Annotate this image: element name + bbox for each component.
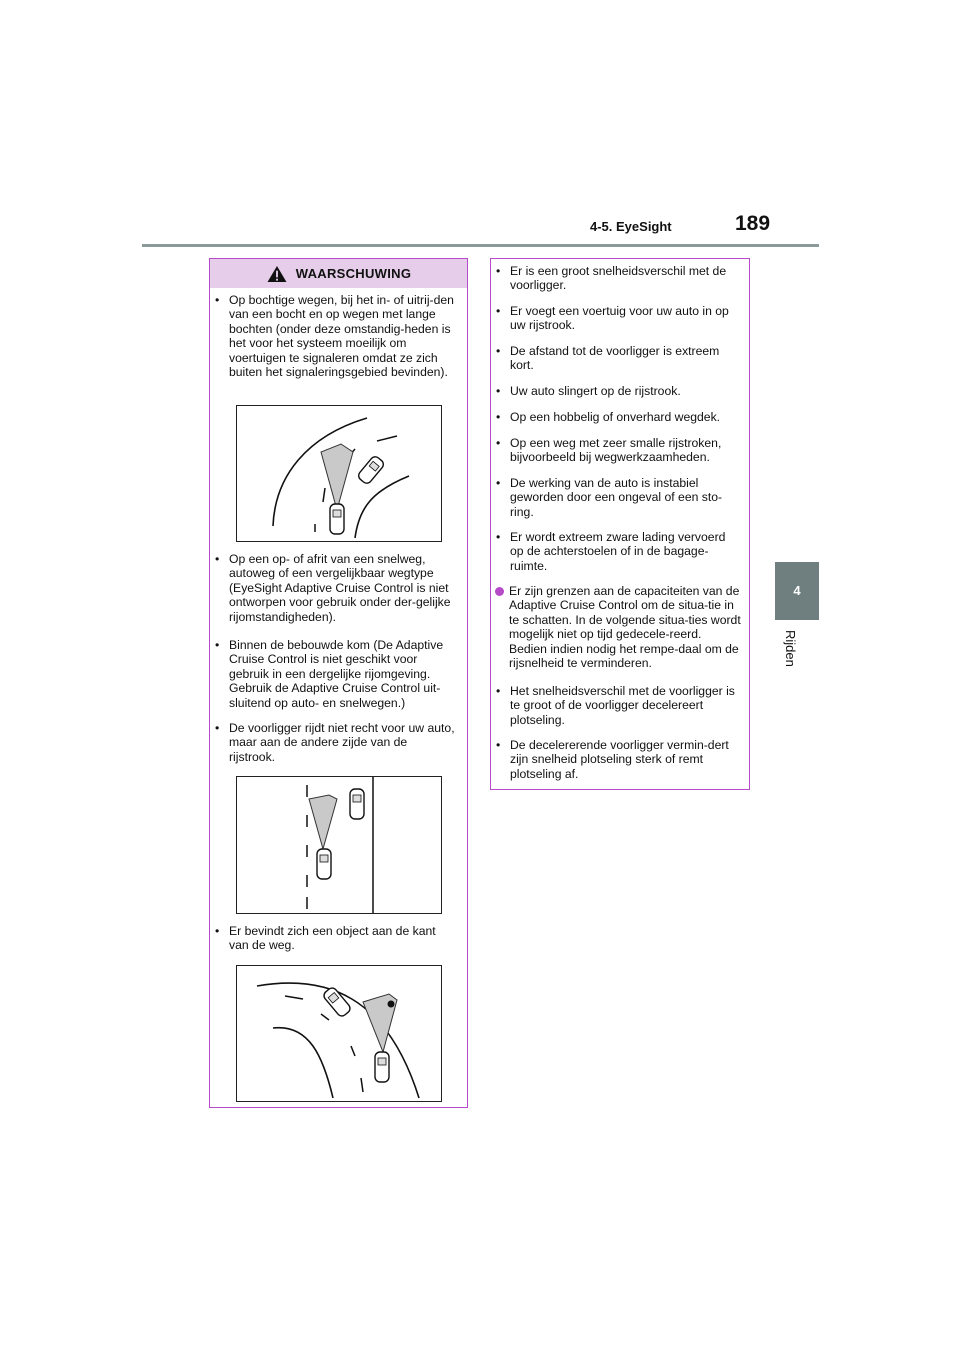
list-item: • Op een weg met zeer smalle rijstroken, bijvoorbeeld bij wegwerkzaamheden. [496, 436, 722, 465]
list-item: • Er voegt een voertuig voor uw auto in op uw rijstrook. [496, 304, 729, 333]
chapter-title: Rijden [783, 630, 798, 667]
note-bullet-icon [495, 587, 504, 596]
bullet: • [496, 530, 501, 544]
bullet: • [215, 924, 220, 938]
bullet: • [215, 638, 220, 652]
list-item: • Er is een groot snelheidsverschil met de voorligger. [496, 264, 727, 293]
figure-roadside-object [236, 965, 442, 1102]
bullet: • [496, 436, 501, 450]
list-item: • De werking van de auto is instabiel geworden door een ongeval of een sto-ring. [496, 476, 723, 519]
bullet: • [496, 384, 501, 398]
section-label: 4-5. EyeSight [590, 219, 672, 234]
figure-curved-road [236, 405, 442, 542]
page-number: 189 [735, 212, 771, 235]
warning-item: • Op een op- of afrit van een snelweg, autoweg of een vergelijkbaar wegtype (EyeSight Adaptive Cruise Control is niet ontworpen voor gebruik onder der-gelijke rijomstandigheden). [215, 552, 451, 624]
warning-item: • De voorligger rijdt niet recht voor uw auto, maar aan de andere zijde van de rijstrook. [215, 721, 455, 764]
bullet: • [496, 410, 501, 424]
warning-item: • Er bevindt zich een object aan de kant van de weg. [215, 924, 436, 953]
chapter-tab: 4 [775, 562, 819, 620]
bullet: • [215, 721, 220, 735]
bullet: • [215, 552, 220, 566]
list-item: • Uw auto slingert op de rijstrook. [496, 384, 681, 398]
warning-item: • Binnen de bebouwde kom (De Adaptive Cruise Control is niet geschikt voor gebruik in een dergelijke rijomgeving. Gebruik de Adaptive Cruise Control uit-sluitend op auto- en snelwegen.) [215, 638, 444, 710]
illustration-curved-road [237, 406, 441, 541]
bullet: • [496, 684, 501, 698]
list-item: • Op een hobbelig of onverhard wegdek. [496, 410, 721, 424]
warning-item: • Op bochtige wegen, bij het in- of uitrij-den van een bocht en op wegen met lange bochten (onder deze omstandig-heden is het voor het systeem moeilijk om voertuigen te signaleren omdat ze zich buiten het signaleringsgebied bevinden). [215, 293, 454, 380]
figure-lane-offset [236, 776, 442, 914]
illustration-lane-offset [237, 777, 441, 913]
bullet: • [215, 293, 220, 307]
list-item: • De decelererende voorligger vermin-dert zijn snelheid plotseling sterk of remt plotseling af. [496, 738, 729, 781]
bullet: • [496, 476, 501, 490]
illustration-roadside-object [237, 966, 441, 1101]
bullet: • [496, 264, 501, 278]
bullet: • [496, 304, 501, 318]
bullet: • [496, 344, 501, 358]
list-item: • Het snelheidsverschil met de voorligger is te groot of de voorligger decelereert plotseling. [496, 684, 735, 727]
note-item: Er zijn grenzen aan de capaciteiten van de Adaptive Cruise Control om de situa-tie in te schatten. In de volgende situa-ties wordt mogelijk niet op tijd gedecele-reerd. Bedien indien nodig het rempe-daal om de rijsnelheid te verminderen. [495, 584, 741, 670]
warning-header [210, 259, 467, 288]
list-item: • De afstand tot de voorligger is extreem kort. [496, 344, 720, 373]
warning-triangle-icon [266, 265, 288, 283]
bullet: • [496, 738, 501, 752]
warning-title: WAARSCHUWING [295, 266, 412, 281]
list-item: • Er wordt extreem zware lading vervoerd op de achterstoelen of in de bagage-ruimte. [496, 530, 726, 573]
header-rule [142, 244, 819, 247]
